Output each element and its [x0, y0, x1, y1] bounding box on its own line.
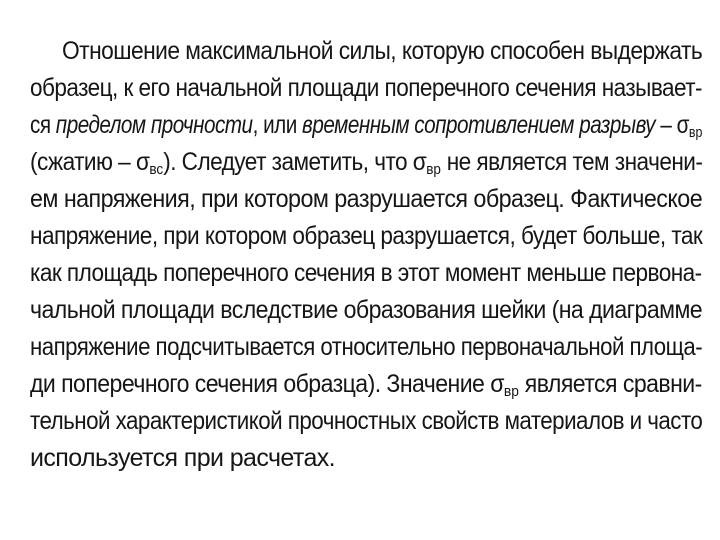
- text-line-4: [30, 147, 702, 177]
- text-run: напряжение подсчитывается относительно первоначальной площа-: [30, 333, 703, 361]
- text-run: – σ: [655, 111, 689, 139]
- text-run: как площадь поперечного сечения в этот момент меньше первона-: [30, 259, 702, 287]
- subscript: вс: [149, 161, 164, 178]
- subscript: вр: [688, 124, 703, 141]
- text-run: ). Следует заметить, что σ: [163, 148, 427, 176]
- text-run: является сравни-: [518, 370, 702, 398]
- text-line-11: [30, 406, 702, 436]
- text-run: напряжение, при котором образец разрушается, будет больше, так: [30, 222, 703, 250]
- text-run: образец, к его начальной площади поперечного сечения называет-: [30, 74, 703, 102]
- text-run: , или: [252, 111, 303, 139]
- text-run: ем напряжения, при котором разрушается образец. Фактическое: [30, 185, 703, 213]
- text-line-6: [30, 221, 702, 251]
- text-run: Отношение максимальной силы, которую способен выдержать: [62, 37, 703, 65]
- text-run: тельной характеристикой прочностных свойств материалов и часто: [30, 407, 703, 435]
- text-line-5: [30, 184, 702, 214]
- subscript: вр: [503, 383, 519, 400]
- text-run: ся: [30, 111, 56, 139]
- text-line-2: [30, 73, 702, 103]
- text-line-7: [30, 258, 702, 288]
- text-line-3: [30, 110, 702, 140]
- subscript: вр: [426, 161, 441, 178]
- text-line-8: [30, 295, 702, 325]
- text-run: чальной площади вследствие образования шейки (на диаграмме: [30, 296, 703, 324]
- text-line-10: [30, 369, 702, 399]
- italic-term: временным сопротивлением разрыву: [302, 111, 656, 139]
- text-run: (сжатию – σ: [30, 148, 150, 176]
- text-line-12: [30, 443, 335, 473]
- text-run: ди поперечного сечения образца). Значение σ: [30, 370, 504, 398]
- text-line-1: [62, 36, 702, 66]
- text-line-9: [30, 332, 702, 362]
- text-run: используется при расчетах.: [30, 444, 335, 472]
- italic-term: пределом прочности: [55, 111, 253, 139]
- text-run: не является тем значени-: [440, 148, 703, 176]
